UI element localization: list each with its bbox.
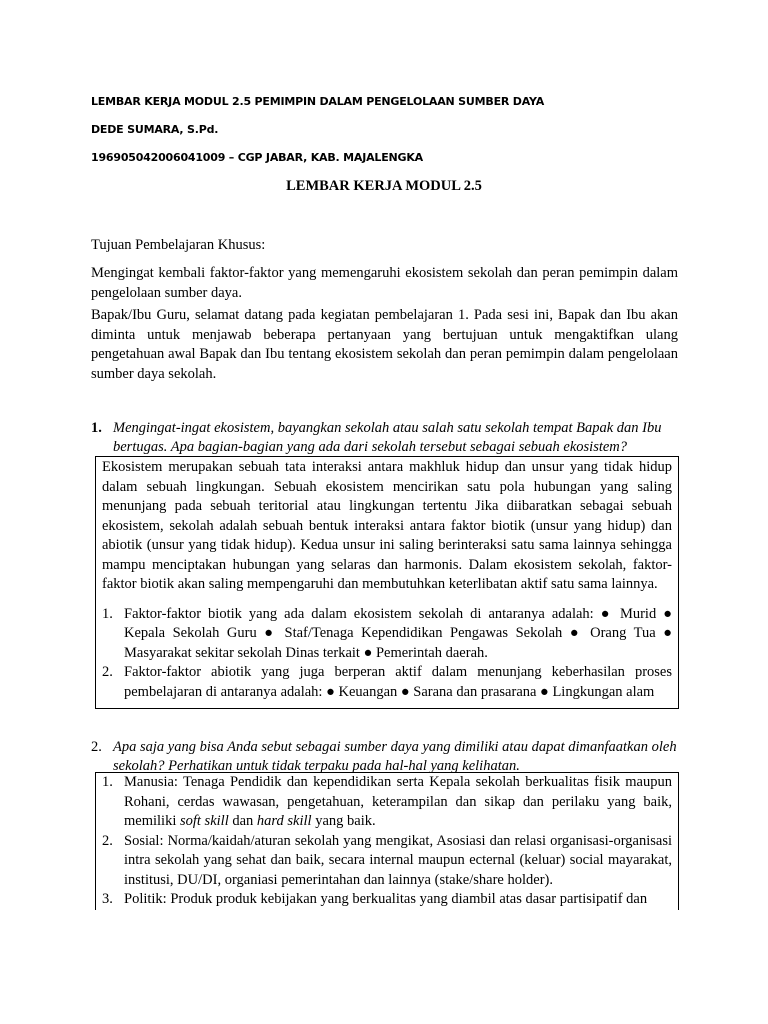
list-item: 2. Faktor-faktor abiotik yang juga berperan aktif dalam menunjang keberhasilan proses pembelajaran di antaranya adalah: ● Keuangan ● Sarana dan prasarana ● Lingkungan alam <box>102 664 672 700</box>
question-1-text: Mengingat-ingat ekosistem, bayangkan sekolah atau salah satu sekolah tempat Bapak dan Ibu bertugas. Apa bagian-bagian yang ada dari sekolah tersebut sebagai sebuah ekosistem? <box>113 420 662 455</box>
question-2-number: 2. <box>91 739 102 755</box>
answer-1-paragraph: Ekosistem merupakan sebuah tata interaksi antara makhluk hidup dan unsur yang tidak hidup dalam sebuah lingkungan. Sebuah ekosistem mencirikan satu pola hubungan yang saling menunjang pada sebuah teritorial atau lingkungan tertentu Jika diibaratkan sebagai sebuah ekosistem, sekolah adalah sebuah bentuk interaksi antara faktor biotik (unsur yang hidup) dan abiotik (unsur yang tidak hidup). Kedua unsur ini saling berinteraksi satu sama lainnya sehingga mampu menciptakan hubungan yang selaras dan harmonis. Dalam ekosistem sekolah, faktor-faktor biotik akan saling mempengaruhi dan membutuhkan keterlibatan aktif satu sama lainnya. <box>102 459 672 592</box>
question-1 <box>91 419 678 457</box>
answer-1-list <box>102 605 672 703</box>
list-item: 1. Manusia: Tenaga Pendidik dan kependidikan serta Kepala sekolah berkualitas fisik maupun Rohani, cerdas wawasan, pengetahuan, keterampilan dan sikap dan perilaku yang baik, memiliki soft skill dan hard skill yang baik. <box>102 774 672 829</box>
list-item: 2. Sosial: Norma/kaidah/aturan sekolah yang mengikat, Asosiasi dan relasi organisasi-organisasi intra sekolah yang sehat dan baik, secara internal maupun ecternal (keluar) social mayarakat, institusi, DU/DI, organiasi pemerintahan dan lainnya (stake/share holder). <box>102 832 672 888</box>
objective-text: Mengingat kembali faktor-faktor yang memengaruhi ekosistem sekolah dan peran pemimpin dalam pengelolaan sumber daya. <box>91 265 678 301</box>
header-module-title: LEMBAR KERJA MODUL 2.5 PEMIMPIN DALAM PENGELOLAAN SUMBER DAYA <box>91 95 545 108</box>
objective-label: Tujuan Pembelajaran Khusus: <box>91 237 266 253</box>
header-author-id: 196905042006041009 – CGP JABAR, KAB. MAJALENGKA <box>91 151 423 164</box>
greeting-paragraph: Bapak/Ibu Guru, selamat datang pada kegiatan pembelajaran 1. Pada sesi ini, Bapak dan Ibu akan diminta untuk menjawab beberapa pertanyaan yang bertujuan untuk mengaktifkan ulang pengetahuan awal Bapak dan Ibu tentang ekosistem sekolah dan peran pemimpin dalam pengelolaan sumber daya sekolah. <box>91 307 678 382</box>
list-item: 1. Faktor-faktor biotik yang ada dalam ekosistem sekolah di antaranya adalah: ● Murid ● Kepala Sekolah Guru ● Staf/Tenaga Kependidikan Pengawas Sekolah ● Orang Tua ● Masyarakat sekitar sekolah Dinas terkait ● Pemerintah daerah. <box>102 605 672 661</box>
question-2 <box>91 738 678 776</box>
question-1-number: 1. <box>91 420 102 436</box>
answer-box-2 <box>95 772 679 910</box>
header-author-name: DEDE SUMARA, S.Pd. <box>91 123 219 136</box>
answer-2-list <box>102 773 672 910</box>
document-title: LEMBAR KERJA MODUL 2.5 <box>286 178 482 194</box>
list-item: 3. Politik: Produk produk kebijakan yang berkualitas yang diambil atas dasar partisipatif dan <box>102 891 648 907</box>
answer-box-1 <box>95 456 679 709</box>
question-2-text: Apa saja yang bisa Anda sebut sebagai sumber daya yang dimiliki atau dapat dimanfaatkan oleh sekolah? Perhatikan untuk tidak terpaku pada hal-hal yang kelihatan. <box>113 739 677 774</box>
